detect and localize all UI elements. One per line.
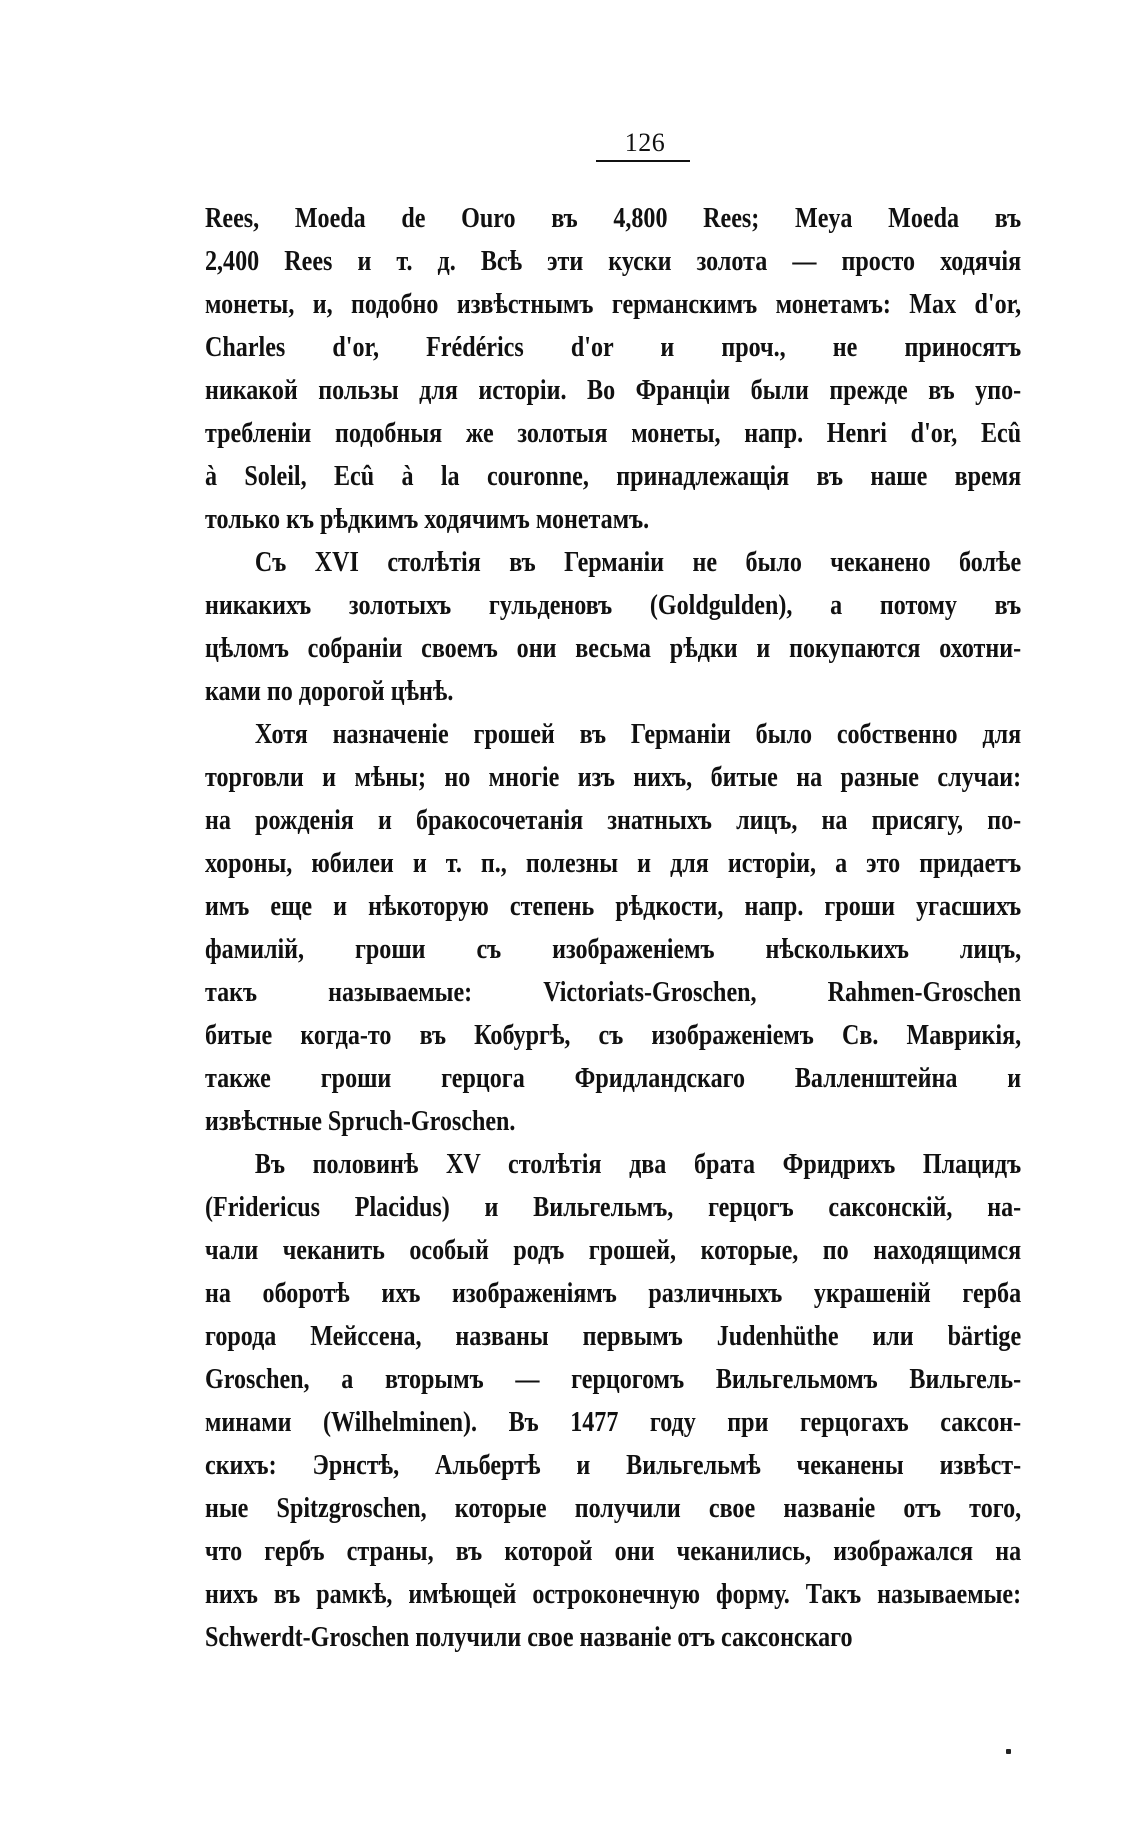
text-line: ные Spitzgroschen, которые получили свое названіе отъ того,	[205, 1493, 1022, 1524]
text-line: Charles d'or, Frédérics d'or и проч., не приносятъ	[205, 332, 1022, 363]
paragraph-start: Въ половинѣ XV столѣтія два брата Фридрихъ Плацидъ	[254, 1149, 1022, 1180]
text-line: чали чеканить особый родъ грошей, которые, по находящимся	[205, 1235, 1022, 1266]
text-line: также гроши герцога Фридландскаго Валленштейна и	[205, 1063, 1022, 1094]
text-line: извѣстные Spruch-Groschen.	[205, 1106, 516, 1137]
text-line: монеты, и, подобно извѣстнымъ германскимъ монетамъ: Max d'or,	[205, 289, 1022, 320]
text-line: на рожденія и бракосочетанія знатныхъ лицъ, на присягу, по-	[205, 805, 1022, 836]
header-rule	[596, 160, 690, 162]
text-line: скихъ: Эрнстѣ, Альбертѣ и Вильгельмѣ чеканены извѣст-	[205, 1450, 1022, 1481]
text-line: требленіи подобныя же золотыя монеты, напр. Henri d'or, Ecû	[205, 418, 1022, 449]
text-line: хороны, юбилеи и т. п., полезны и для исторіи, а это придаетъ	[205, 848, 1022, 879]
text-line: Schwerdt-Groschen получили свое названіе отъ саксонскаго	[205, 1622, 853, 1653]
text-line: цѣломъ собраніи своемъ они весьма рѣдки и покупаются охотни-	[205, 633, 1022, 664]
text-line: фамилій, гроши съ изображеніемъ нѣсколькихъ лицъ,	[205, 934, 1022, 965]
text-line: ками по дорогой цѣнѣ.	[205, 676, 454, 707]
paragraph-start: Хотя назначеніе грошей въ Германіи было собственно для	[254, 719, 1022, 750]
print-speck	[1006, 1749, 1011, 1754]
text-line: à Soleil, Ecû à la couronne, принадлежащія въ наше время	[205, 461, 1022, 492]
text-line: на оборотѣ ихъ изображеніямъ различныхъ украшеній герба	[205, 1278, 1022, 1309]
text-line: Groschen, а вторымъ — герцогомъ Вильгельмомъ Вильгель-	[205, 1364, 1022, 1395]
text-line: только къ рѣдкимъ ходячимъ монетамъ.	[205, 504, 650, 535]
text-line: имъ еще и нѣкоторую степень рѣдкости, напр. гроши угасшихъ	[205, 891, 1022, 922]
text-line: (Fridericus Placidus) и Вильгельмъ, герцогъ саксонскій, на-	[205, 1192, 1022, 1223]
text-line: города Мейссена, названы первымъ Judenhüthe или bärtige	[205, 1321, 1022, 1352]
page-number: 126	[624, 128, 666, 157]
paragraph-start: Съ XVI столѣтія въ Германіи не было чеканено болѣе	[254, 547, 1022, 578]
text-line: что гербъ страны, въ которой они чеканились, изображался на	[205, 1536, 1022, 1567]
text-line: минами (Wilhelminen). Въ 1477 году при герцогахъ саксон-	[205, 1407, 1022, 1438]
text-line: торговли и мѣны; но многіе изъ нихъ, битые на разные случаи:	[205, 762, 1022, 793]
text-line: такъ называемые: Victoriats-Groschen, Rahmen-Groschen	[205, 977, 1022, 1008]
text-line: Rees, Moeda de Ouro въ 4,800 Rees; Meya Moeda въ	[205, 203, 1022, 234]
text-line: никакихъ золотыхъ гульденовъ (Goldgulden), а потому въ	[205, 590, 1022, 621]
body-text	[205, 197, 1021, 1659]
text-line: никакой пользы для исторіи. Во Франціи были прежде въ упо-	[205, 375, 1022, 406]
text-line: 2,400 Rees и т. д. Всѣ эти куски золота — просто ходячія	[205, 246, 1022, 277]
text-line: нихъ въ рамкѣ, имѣющей остроконечную форму. Такъ называемые:	[205, 1579, 1022, 1610]
text-line: битые когда-то въ Кобургѣ, съ изображеніемъ Св. Маврикія,	[205, 1020, 1022, 1051]
